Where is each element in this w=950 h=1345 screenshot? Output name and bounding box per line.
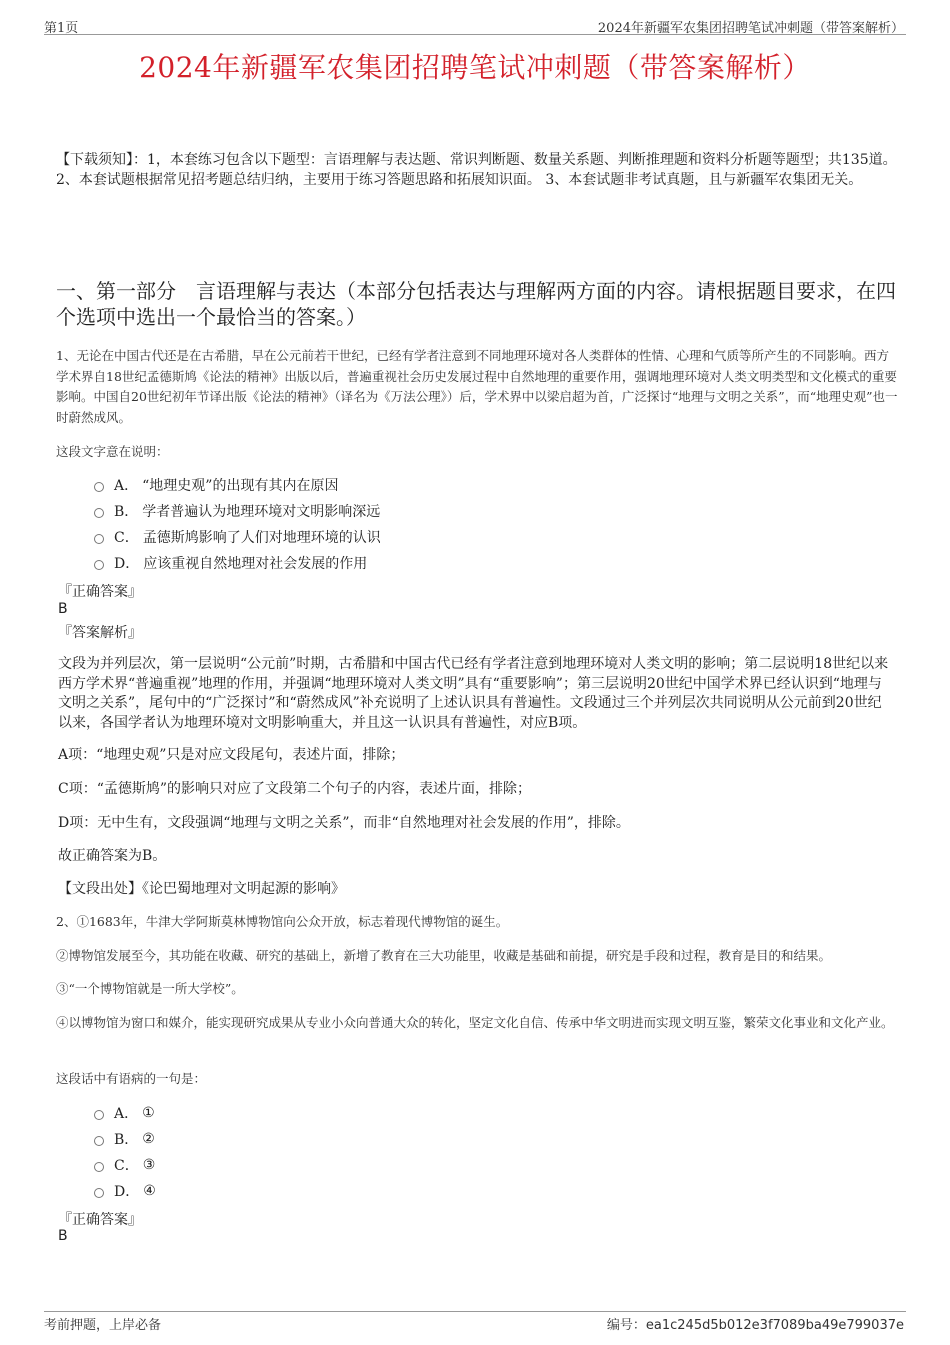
analysis-option-a: A项：“地理史观”只是对应文段尾句，表述片面，排除；	[58, 747, 405, 763]
question-2-sentence-2: ②博物馆发展至今，其功能在收藏、研究的基础上，新增了教育在三大功能里，收藏是基础和前提，研究是手段和过程，教育是目的和结果。	[56, 948, 832, 963]
radio-icon[interactable]	[94, 560, 104, 570]
radio-icon[interactable]	[94, 1162, 104, 1172]
answer-value: B	[58, 601, 68, 617]
radio-icon[interactable]	[94, 1110, 104, 1120]
analysis-text: 文段为并列层次，第一层说明“公元前”时期，古希腊和中国古代已经有学者注意到地理环境对人类文明的影响；第二层说明18世纪以来西方学术界“普遍重视”地理的作用，并强调“地理环境对人类文明”具有“重要影响”；第三层说明20世纪中国学术界已经认识到“地理与文明之关系”，尾句中的“广泛探讨”和“蔚然成风”补充说明了上述认识具有普遍性。文段通过三个并列层次共同说明从公元前到20世纪以来，各国学者认为地理环境对文明影响重大，并且这一认识具有普遍性，对应B项。	[58, 656, 889, 731]
radio-icon[interactable]	[94, 1136, 104, 1146]
question-1-stem: 这段文字意在说明：	[56, 444, 169, 459]
radio-icon[interactable]	[94, 482, 104, 492]
answer-value-2: B	[58, 1228, 68, 1244]
page-title: 2024年新疆军农集团招聘笔试冲刺题（带答案解析）	[139, 51, 811, 84]
question-1-text: 1、无论在中国古代还是在古希腊，早在公元前若干世纪，已经有学者注意到不同地理环境对各人类群体的性情、心理和气质等所产生的不同影响。西方学术界自18世纪孟德斯鸠《论法的精神》出版以后，普遍重视社会历史发展过程中自然地理的重要作用，强调地理环境对人类文明类型和文化模式的重要影响。中国自20世纪初年节译出版《论法的精神》（译名为《万法公理》）后，学术界中以梁启超为首，广泛探讨“地理与文明之关系”，而“地理史观”也一时蔚然成风。	[56, 348, 898, 425]
page-number: 第1页	[44, 21, 79, 36]
footer-code	[607, 1314, 904, 1333]
radio-icon[interactable]	[94, 508, 104, 518]
radio-icon[interactable]	[94, 1188, 104, 1198]
header-doc-title: 2024年新疆军农集团招聘笔试冲刺题（带答案解析）	[597, 21, 904, 36]
download-notice: 【下载须知】：1，本套练习包含以下题型：言语理解与表达题、常识判断题、数量关系题、判断推理题和资料分析题等题型；共135道。 2、本套试题根据常见招考题总结归纳，主要用于练习答题思路和拓展知识面。 3、本套试题非考试真题，且与新疆军农集团无关。	[56, 152, 897, 188]
answer-label: 『正确答案』	[58, 584, 142, 600]
answer-label-2: 『正确答案』	[58, 1212, 142, 1228]
option-c[interactable]: C． ③	[94, 1152, 156, 1178]
analysis-option-d: D项：无中生有，文段强调“地理与文明之关系”，而非“自然地理对社会发展的作用”，排除。	[58, 815, 630, 831]
question-2-sentence-1: 2、①1683年，牛津大学阿斯莫林博物馆向公众开放，标志着现代博物馆的诞生。	[56, 914, 509, 929]
option-b[interactable]: B． 学者普遍认为地理环境对文明影响深远	[94, 498, 381, 524]
question-2-stem: 这段话中有语病的一句是：	[56, 1071, 207, 1086]
analysis-label: 『答案解析』	[58, 625, 142, 641]
question-2-sentence-4: ④以博物馆为窗口和媒介，能实现研究成果从专业小众向普通大众的转化，坚定文化自信、传承中华文明进而实现文明互鉴，繁荣文化事业和文化产业。	[56, 1015, 894, 1030]
analysis-option-c: C项：“孟德斯鸠”的影响只对应了文段第二个句子的内容，表述片面，排除；	[58, 781, 532, 797]
footer-slogan: 考前押题，上岸必备	[44, 1318, 162, 1333]
option-d[interactable]: D． ④	[94, 1178, 156, 1204]
footer-divider	[44, 1311, 906, 1312]
question-2-sentence-3: ③“一个博物馆就是一所大学校”。	[56, 981, 244, 996]
option-d[interactable]: D． 应该重视自然地理对社会发展的作用	[94, 550, 381, 576]
option-c[interactable]: C． 孟德斯鸠影响了人们对地理环境的认识	[94, 524, 381, 550]
question-1-options	[94, 472, 381, 576]
radio-icon[interactable]	[94, 534, 104, 544]
option-a[interactable]: A． ①	[94, 1100, 156, 1126]
option-b[interactable]: B． ②	[94, 1126, 156, 1152]
text-source: 【文段出处】《论巴蜀地理对文明起源的影响》	[58, 881, 345, 897]
code-label: 编号：	[606, 1318, 646, 1333]
header-divider	[44, 34, 906, 35]
section-title: 一、第一部分 言语理解与表达（本部分包括表达与理解两方面的内容。请根据题目要求，在四个选项中选出一个最恰当的答案。）	[56, 279, 896, 329]
code-value: ea1c245d5b012e3f7089ba49e799037e	[645, 1318, 904, 1333]
analysis-conclusion: 故正确答案为B。	[58, 848, 167, 864]
question-2-options	[94, 1100, 156, 1204]
option-a[interactable]: A． “地理史观”的出现有其内在原因	[94, 472, 381, 498]
